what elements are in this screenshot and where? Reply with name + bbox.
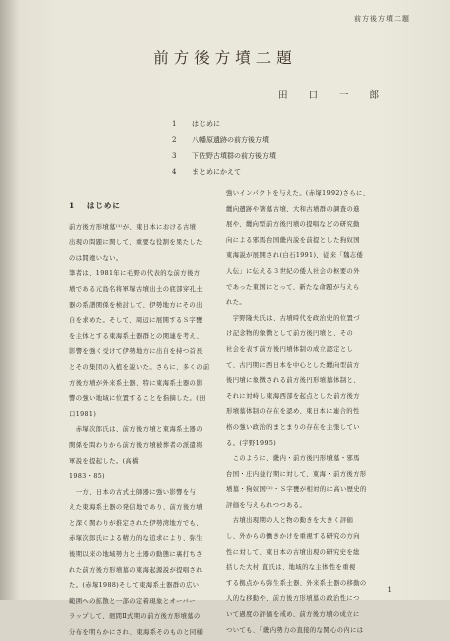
toc-label: まとめにかえて xyxy=(192,168,241,176)
text-line: を主体とする東海系土器群との関連を考え、 xyxy=(69,332,204,340)
toc-item xyxy=(172,148,276,164)
toc-number: 2 xyxy=(172,136,177,144)
text-line: て、古円期に西日本を中心とした纒向型前方 xyxy=(226,361,360,369)
text-line: する拠点から弥生系土器、外来系土器の移動の xyxy=(226,579,367,587)
table-of-contents xyxy=(172,116,276,180)
text-line: 分布を明らかにされ、東海系そのものと同様 xyxy=(69,629,204,637)
text-line: えた東海系土器の発信地であり、前方後方墳 xyxy=(69,504,203,512)
text-line: 台国・庄内並行期に対して、東海・前方後方形 xyxy=(226,470,367,478)
text-line: 赤塚次郎氏は、前方後方墳と東海系土器の xyxy=(69,426,203,434)
text-line: 古墳出現期の人と物の動きを大きく評価 xyxy=(226,517,354,525)
text-line: け記念物的象徴として前方後円墳と、その xyxy=(226,330,354,338)
text-line: 後期以来の地域勢力と土器の動態に裏打ちさ xyxy=(69,551,203,559)
text-line: 前方後方形墳墓⁽¹⁾が、東日本における古墳 xyxy=(69,223,197,231)
text-line: のは間違いない。 xyxy=(69,254,123,262)
text-line: 影響を強く受けて伊勢地方に出自を持つ首長 xyxy=(69,348,203,356)
text-line: 向による邪馬台国畿内説を前提とした狗奴国 xyxy=(226,236,360,244)
section-heading xyxy=(69,198,229,214)
text-line: いて過度の評価を戒め、前方後方墳の成立に xyxy=(226,611,360,619)
right-column-body xyxy=(226,186,384,638)
article-title: 前方後方墳二題 xyxy=(153,49,297,67)
text-line: 出現の問題に関して、重要な役割を果たした xyxy=(69,239,203,247)
text-line: 社会を表す前方後円墳体制の成立認定とし xyxy=(226,345,354,353)
toc-item xyxy=(172,164,276,180)
text-line: 人伝」に伝える３世紀の倭人社会の枢要の外 xyxy=(226,267,360,275)
text-line: 強いインパクトを与えた。(赤塚1992)さらに、 xyxy=(226,190,370,197)
text-line: 括した大村 直氏は、地域的な主体性を重視 xyxy=(226,564,356,572)
toc-label: 下佐野古墳群の前方後方墳 xyxy=(192,152,276,160)
text-line: た。(赤塚1988)そして東海系土器群の広い xyxy=(69,582,200,590)
page-number: 1 xyxy=(387,586,392,594)
left-column xyxy=(69,184,229,641)
text-line: 器の系譜関係を検討して、伊勢地方にその出 xyxy=(69,301,203,309)
text-line: それに対峙し東海西部を起点とした前方後方 xyxy=(226,392,360,400)
text-line: 格の強い政治的まとまりの存在を主張してい xyxy=(226,423,360,431)
right-column xyxy=(226,186,384,638)
text-line: 響の強い地域に位置することを指摘した。(田 xyxy=(69,395,206,403)
toc-item xyxy=(172,116,276,132)
left-column-body xyxy=(69,220,229,641)
text-line: 後円墳に象徴される前方後円形墳墓体制と、 xyxy=(226,377,360,385)
text-line: 形墳墓体制の存在を認め、東日本に連合的性 xyxy=(226,408,360,416)
text-line: ラップして、廻間Ⅱ式期の前方後方形墳墓の xyxy=(69,613,201,621)
text-line: 墳墓・狗奴国⁽²⁾・Ｓ字甕が相対的に高い歴史的 xyxy=(226,486,367,494)
text-line: れた。 xyxy=(226,299,247,307)
text-line: 人的な移動や、前方後方形墳墓の政治性につ xyxy=(226,595,360,603)
gutter-shadow xyxy=(0,0,20,600)
text-line: 自を求めた。そして、周辺に展開するＳ字甕 xyxy=(69,317,203,325)
text-line: と深く関わりが推定された伊勢湾地方でも、 xyxy=(69,519,203,527)
text-line: とその集団の入植を説いた。さらに、多くの前 xyxy=(69,363,210,371)
toc-label: 八幡原遺跡の前方後方墳 xyxy=(192,136,269,144)
text-line: このように、畿内・前方後円形墳墓・邪馬 xyxy=(226,455,360,463)
text-line: 関係を問わりから前方後方墳被葬者の派遣将 xyxy=(69,441,203,449)
section-label: はじめに xyxy=(86,201,121,210)
text-line: 軍説を提起した。(高橋 xyxy=(69,457,139,465)
text-line: 展や、纒向型前方後円墳の提唱などの研究動 xyxy=(226,221,360,229)
text-line: 一方、日本の古式土師器に強い影響を与 xyxy=(69,488,197,496)
text-line: 墳である元島名将軍塚古墳出土の底部穿孔土 xyxy=(69,285,203,293)
text-line: る。(宇野1995) xyxy=(226,439,277,447)
text-line: 1983・85) xyxy=(69,473,105,481)
text-line: 筆者は、1981年に毛野の代表的な前方後方 xyxy=(69,270,201,278)
section-number: 1 xyxy=(69,201,76,210)
text-line: れた前方後方形墳墓の東海起源説が提唱され xyxy=(69,566,203,574)
text-line: ついても、「畿内勢力の直接的な関心の内には xyxy=(226,626,364,634)
toc-number: 3 xyxy=(172,152,177,160)
toc-number: 4 xyxy=(172,168,177,176)
text-line: 口1981) xyxy=(69,410,97,418)
text-line: 纒向遺跡や箸墓古墳、大和古墳群の調査の進 xyxy=(226,205,360,213)
text-line: 評価を与えられつつある。 xyxy=(226,501,307,509)
text-line: 赤塚次郎氏による精力的な追求により、弥生 xyxy=(69,535,203,543)
text-line: 範囲への拡散と一部の定着現象とオーバー xyxy=(69,597,196,605)
text-line: し、外からの働きかけを重視する研究の方向 xyxy=(226,533,360,541)
text-line: であった東国にとって、新たな命題が与えら xyxy=(226,283,360,291)
toc-item xyxy=(172,132,276,148)
text-line: 性に対して、東日本の古墳出現の研究史を総 xyxy=(226,548,360,556)
toc-label: はじめに xyxy=(192,120,220,128)
toc-number: 1 xyxy=(172,120,177,128)
text-line: 方後方墳が外来系土器、特に東海系土器の影 xyxy=(69,379,203,387)
text-line: 宇野隆夫氏は、古墳時代を政治史的位置づ xyxy=(226,314,360,322)
running-head: 前方後方墳二題 xyxy=(354,15,410,23)
author-name: 田 口 一 郎 xyxy=(277,90,388,101)
text-line: 東海説が展開され(白石1991)、従来「魏志倭 xyxy=(226,252,364,260)
